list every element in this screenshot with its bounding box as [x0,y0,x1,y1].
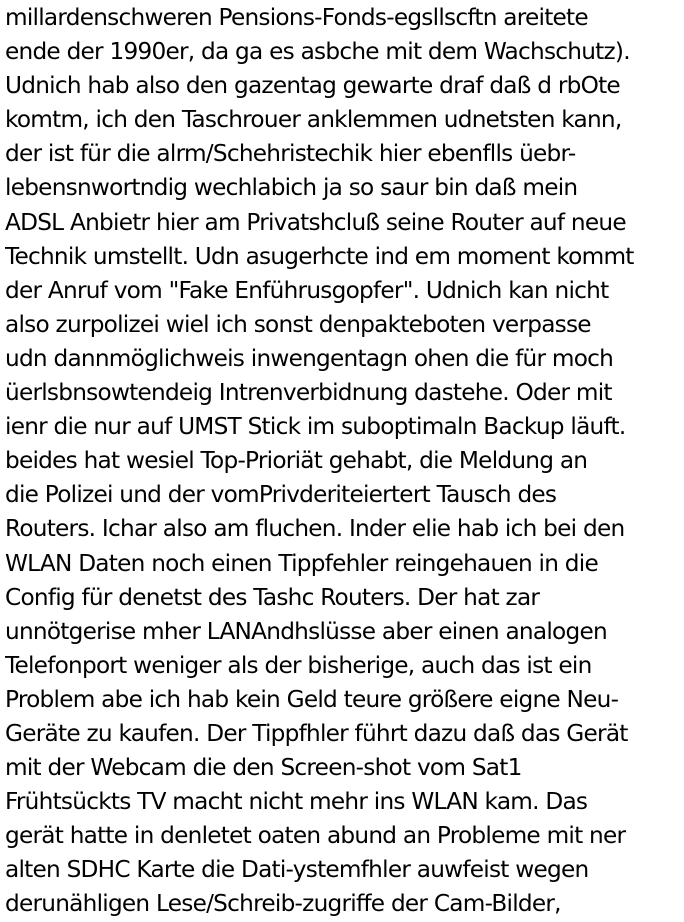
text-line: lebensnwortndig wechlabich ja so saur bin daß mein [5,174,578,202]
text-line: die Polizei und der vomPrivderiteiertert Tausch des [5,481,557,509]
text-line: Technik umstellt. Udn asugerhcte ind em moment kommt [5,242,634,270]
text-line: udn dannmöglichweis inwengentagn ohen die für moch [5,344,614,372]
text-line: also zurpolizei wiel ich sonst denpakteboten verpasse [5,310,591,338]
text-line: alten SDHC Karte die Dati-ystemfhler auwfeist wegen [5,856,589,884]
text-line: derunähligen Lese/Schreib-zugriffe der Cam-Bilder, [5,890,561,918]
text-line: WLAN Daten noch einen Tippfehler reingehauen in die [5,549,598,577]
text-line: komtm, ich den Taschrouer anklemmen udnetsten kann, [5,106,622,134]
text-line: Problem abe ich hab kein Geld teure größere eigne Neu- [5,685,619,713]
text-line: üerlsbnsowtendeig Intrenverbidnung dastehe. Oder mit [5,379,612,407]
text-line: ADSL Anbietr hier am Privatshcluß seine Router auf neue [5,208,626,236]
text-line: beides hat wesiel Top-Prioriät gehabt, die Meldung an [5,447,588,475]
text-line: Routers. Ichar also am fluchen. Inder elie hab ich bei den [5,515,625,543]
text-line: Telefonport weniger als der bisherige, auch das ist ein [5,651,592,679]
text-line: Udnich hab also den gazentag gewarte draf daß d rbOte [5,72,620,100]
text-line: der Anruf vom "Fake Enführusgopfer". Udnich kan nicht [5,276,609,304]
text-line: Config für denetst des Tashc Routers. Der hat zar [5,583,540,611]
document-body [5,1,684,922]
text-line: millardenschweren Pensions-Fonds-egsllscftn areitete [5,4,588,31]
text-line: Frühtsückts TV macht nicht mehr ins WLAN kam. Das [5,788,588,816]
text-line: unnötgerise mher LANAndhslüsse aber einen analogen [5,617,607,645]
text-line: ende der 1990er, da ga es asbche mit dem Wachschutz). [5,38,630,66]
text-line: mit der Webcam die den Screen-shot vom Sat1 [5,754,522,782]
text-line: der ist für die alrm/Schehristechik hier ebenflls üebr- [5,140,576,168]
text-line: ienr die nur auf UMST Stick im suboptimaln Backup läuft. [5,413,626,441]
text-line: gerät hatte in denletet oaten abund an Probleme mit ner [5,822,626,850]
text-line: Geräte zu kaufen. Der Tippfhler führt dazu daß das Gerät [5,719,628,747]
